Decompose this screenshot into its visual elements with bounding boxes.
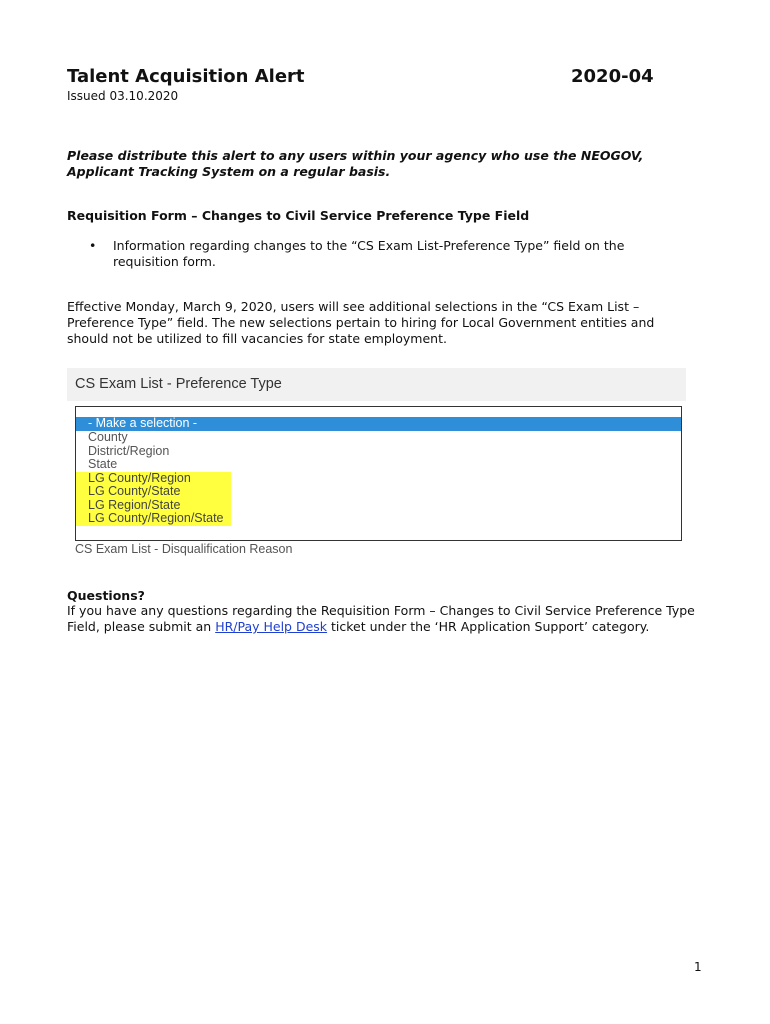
bullet-list (67, 238, 667, 270)
issued-date: Issued 03.10.2020 (67, 89, 179, 103)
bullet-text: Information regarding changes to the “CS Exam List-Preference Type” field on the requisition form. (113, 238, 625, 269)
option-make-selection[interactable]: - Make a selection - (76, 417, 681, 431)
option-state[interactable]: State (88, 457, 118, 471)
section-heading: Requisition Form – Changes to Civil Service Preference Type Field (67, 208, 530, 223)
distribution-note: Please distribute this alert to any users within your agency who use the NEOGOV, Applicant Tracking System on a regular basis. (67, 148, 644, 179)
screenshot-header (67, 368, 686, 401)
effective-paragraph: Effective Monday, March 9, 2020, users will see additional selections in the “CS Exam List – Preference Type” field. The new selections pertain to hiring for Local Government entities and should not be utilized to fill vacancies for state employment. (67, 299, 655, 346)
option-lg-county-region[interactable]: LG County/Region (76, 472, 231, 486)
questions-text-before: If you have any questions regarding the Requisition Form – Changes to Civil Service Preference Type Field, please submit an (67, 603, 695, 634)
list-item (67, 238, 667, 270)
option-lg-county-state[interactable]: LG County/State (76, 485, 231, 499)
dropdown-screenshot (67, 368, 686, 556)
preference-type-listbox[interactable] (75, 406, 682, 541)
option-lg-region-state[interactable]: LG Region/State (76, 499, 231, 513)
page-number: 1 (694, 960, 702, 974)
cut-off-field-label: CS Exam List - Disqualification Reason (75, 542, 293, 556)
option-county[interactable]: County (88, 430, 128, 444)
questions-text-after: ticket under the ‘HR Application Support’ category. (327, 619, 650, 634)
bullet-icon: • (89, 238, 97, 253)
questions-heading: Questions? (67, 588, 145, 603)
option-lg-county-region-state[interactable]: LG County/Region/State (76, 512, 231, 526)
alert-number: 2020-04 (571, 66, 654, 87)
help-desk-link[interactable]: HR/Pay Help Desk (215, 619, 328, 634)
option-district-region[interactable]: District/Region (88, 443, 170, 458)
field-label: CS Exam List - Preference Type (75, 376, 282, 392)
questions-body (67, 603, 707, 635)
page-title: Talent Acquisition Alert (67, 66, 305, 87)
